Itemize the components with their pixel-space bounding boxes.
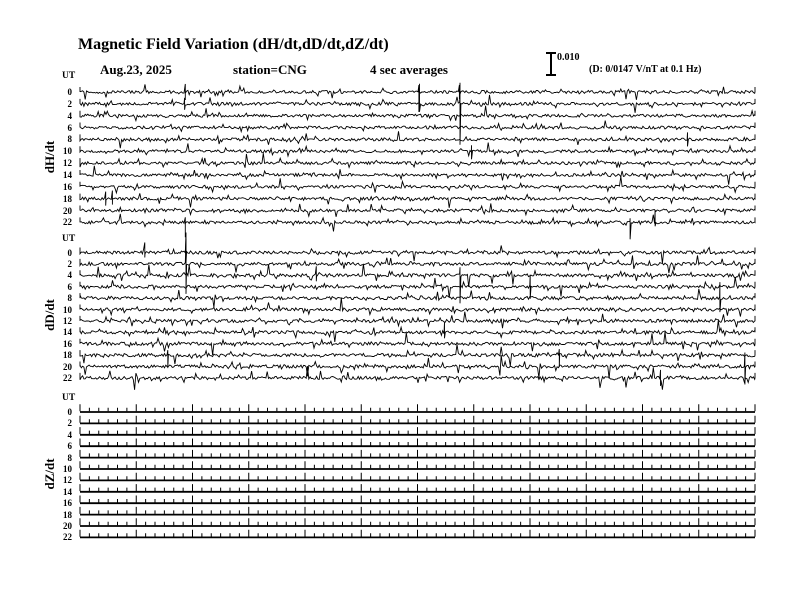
row-label-dDdt-14: 14 — [63, 327, 72, 338]
trace-dHdt-row-4 — [80, 131, 755, 148]
averaging-label: 4 sec averages — [370, 62, 448, 77]
row-label-dZdt-10: 10 — [63, 464, 72, 474]
scale-value: 0.010 — [557, 52, 580, 63]
row-label-dDdt-0: 0 — [67, 247, 72, 258]
row-label-dHdt-4: 4 — [67, 110, 72, 121]
trace-dDdt-row-1 — [80, 239, 755, 294]
trace-dHdt-row-11 — [80, 210, 755, 239]
trace-dZdt-ticks-row-8 — [80, 496, 755, 503]
trace-dHdt-row-8 — [80, 177, 755, 193]
trace-dDdt-row-7 — [80, 320, 755, 342]
row-label-dHdt-22: 22 — [63, 217, 72, 228]
row-label-dDdt-6: 6 — [67, 281, 72, 292]
row-label-dHdt-18: 18 — [63, 193, 72, 204]
row-label-dHdt-14: 14 — [63, 169, 72, 180]
row-label-dDdt-18: 18 — [63, 350, 72, 361]
trace-dHdt-row-9 — [80, 191, 755, 208]
calibration-label: (D: 0/0147 V/nT at 0.1 Hz) — [589, 64, 702, 75]
trace-dZdt-ticks-row-11 — [80, 530, 755, 537]
row-label-dDdt-4: 4 — [67, 270, 72, 281]
trace-dHdt-row-7 — [80, 166, 755, 185]
row-label-dDdt-10: 10 — [63, 304, 72, 315]
date-label: Aug.23, 2025 — [100, 62, 172, 77]
scale-bar-icon — [546, 52, 556, 76]
row-label-dZdt-20: 20 — [63, 521, 72, 531]
axis-label-dhdt: dH/dt — [42, 140, 57, 174]
row-label-dDdt-16: 16 — [63, 338, 72, 349]
trace-dZdt-ticks-row-0 — [80, 404, 755, 411]
scale-bar-stem — [550, 52, 552, 76]
trace-dHdt-row-2 — [80, 106, 755, 121]
trace-dZdt-ticks-row-9 — [80, 507, 755, 514]
row-label-dHdt-0: 0 — [67, 87, 72, 97]
ut-label-panel-2: UT — [62, 234, 76, 244]
row-label-dHdt-16: 16 — [63, 181, 72, 192]
trace-dZdt-ticks-row-7 — [80, 484, 755, 491]
trace-dZdt-ticks-row-6 — [80, 473, 755, 480]
row-label-dZdt-16: 16 — [63, 498, 72, 509]
scale-bar-bottom-cap — [546, 74, 556, 76]
trace-dHdt-row-5 — [80, 143, 755, 160]
ut-label-panel-1: UT — [62, 71, 76, 81]
page-title: Magnetic Field Variation (dH/dt,dD/dt,dZ/dt) — [78, 36, 389, 53]
trace-dDdt-row-11 — [80, 366, 755, 390]
row-label-dDdt-12: 12 — [63, 315, 72, 326]
axis-label-dddt: dD/dt — [42, 299, 57, 331]
trace-dZdt-ticks-row-4 — [80, 450, 755, 457]
row-label-dZdt-8: 8 — [67, 452, 72, 463]
trace-dZdt-ticks-row-2 — [80, 427, 755, 434]
trace-dDdt-row-3 — [80, 275, 755, 299]
row-label-dZdt-18: 18 — [63, 509, 72, 520]
trace-dZdt-ticks-row-10 — [80, 518, 755, 525]
trace-dDdt-row-0 — [80, 233, 755, 264]
row-label-dZdt-22: 22 — [63, 532, 72, 543]
row-label-dHdt-12: 12 — [63, 158, 72, 169]
trace-dHdt-row-6 — [80, 153, 755, 168]
trace-dDdt-row-5 — [80, 298, 755, 317]
row-label-dHdt-2: 2 — [67, 98, 72, 109]
trace-dDdt-row-8 — [80, 332, 755, 355]
trace-dZdt-ticks-row-3 — [80, 439, 755, 446]
trace-dDdt-row-6 — [80, 312, 755, 329]
row-label-dZdt-0: 0 — [67, 407, 72, 417]
row-label-dHdt-20: 20 — [63, 205, 72, 216]
row-label-dDdt-8: 8 — [67, 293, 72, 304]
trace-dHdt-row-3 — [80, 121, 755, 132]
row-label-dZdt-4: 4 — [67, 429, 72, 440]
row-label-dZdt-12: 12 — [63, 475, 72, 486]
ut-label-panel-3: UT — [62, 393, 76, 403]
trace-dHdt-row-0 — [80, 84, 755, 112]
row-label-dDdt-22: 22 — [63, 372, 72, 383]
row-label-dHdt-6: 6 — [67, 122, 72, 133]
row-label-dZdt-2: 2 — [67, 418, 72, 429]
trace-dDdt-row-9 — [80, 344, 755, 368]
trace-dZdt-ticks-row-1 — [80, 416, 755, 423]
row-label-dDdt-20: 20 — [63, 361, 72, 372]
row-label-dHdt-8: 8 — [67, 134, 72, 145]
axis-label-dzdt: dZ/dt — [42, 458, 57, 490]
row-label-dZdt-6: 6 — [67, 441, 72, 452]
station-label: station=CNG — [233, 62, 307, 77]
trace-dZdt-ticks-row-5 — [80, 461, 755, 468]
row-label-dDdt-2: 2 — [67, 258, 72, 269]
row-label-dZdt-14: 14 — [63, 486, 72, 497]
row-label-dHdt-10: 10 — [63, 146, 72, 157]
